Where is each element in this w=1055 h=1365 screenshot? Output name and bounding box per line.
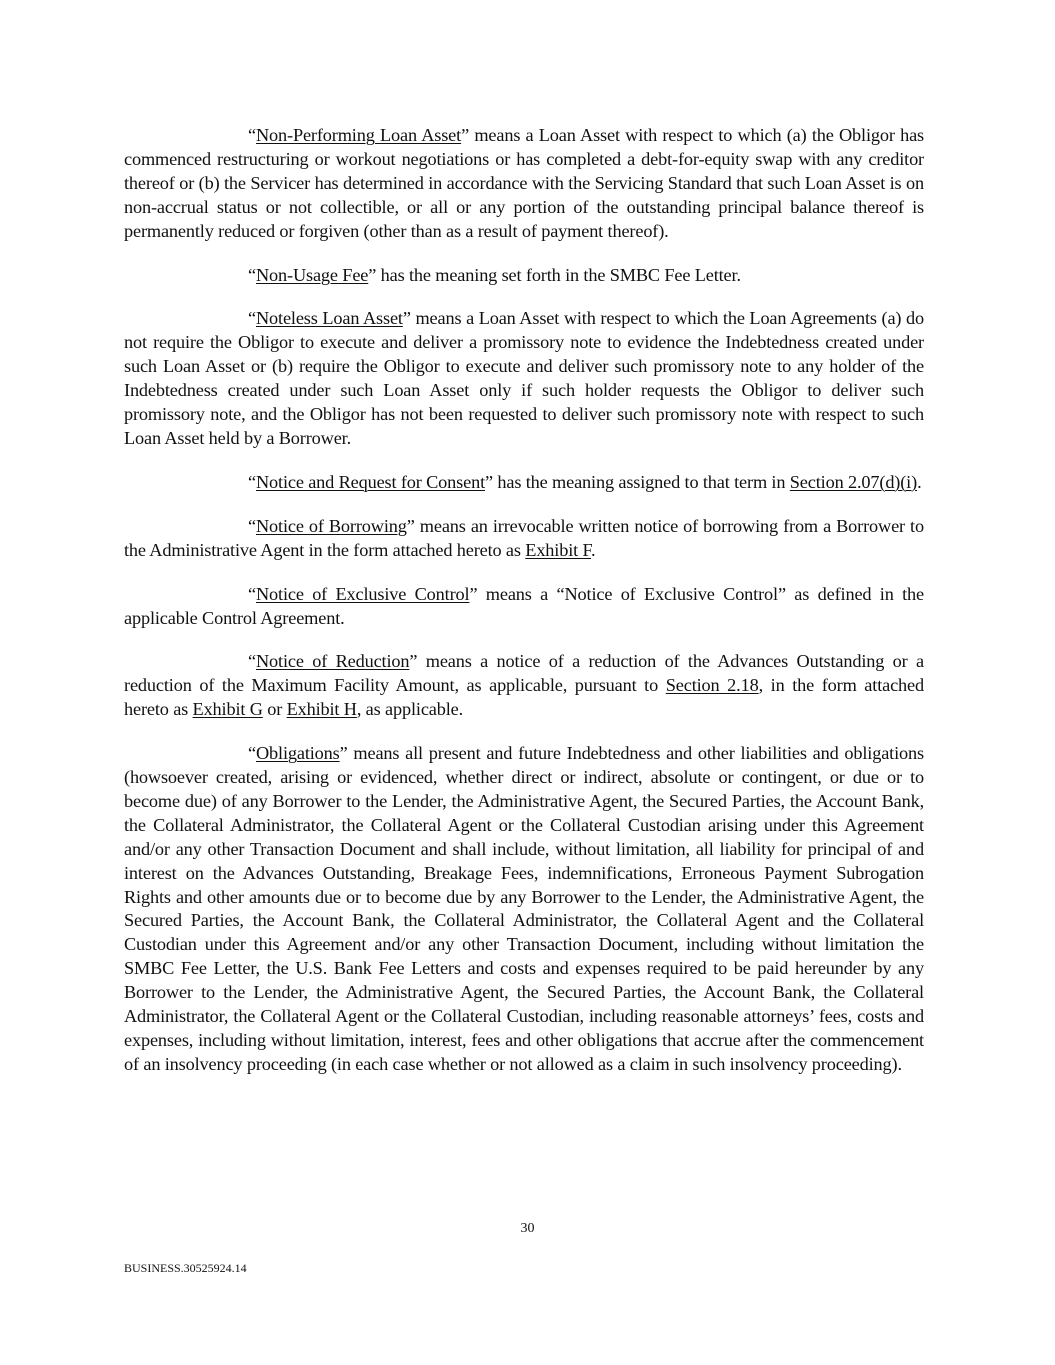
definition-obligations [124, 742, 924, 1077]
defined-term: Non-Usage Fee [255, 264, 369, 285]
defined-term: Notice of Borrowing [255, 515, 407, 536]
paragraph-text: “ [248, 583, 256, 604]
paragraph-text: , as applicable. [356, 699, 464, 720]
defined-term: Noteless Loan Asset [255, 308, 403, 329]
paragraph-text: “ [248, 743, 256, 764]
footer-document-id: BUSINESS.30525924.14 [124, 1261, 247, 1275]
paragraph-text: ” means an irrevocable written notice of borrowing from a Borrower to the Administrative Agent in the form attached hereto as [124, 515, 924, 560]
paragraph-text: ” means a Loan Asset with respect to which (a) the Obligor has commenced restructuring or workout negotiations or has completed a debt-for-equity swap with any creditor thereof or (b) the Servicer has determined in accordance with the Servicing Standard that such Loan Asset is on non-accrual status or not collectible, or all or any portion of the outstanding principal balance thereof is permanently reduced or forgiven (other than as a result of payment thereof). [124, 125, 925, 241]
definition-noteless-loan-asset [124, 307, 924, 450]
definition-notice-and-request-for-consent [124, 471, 924, 495]
definition-notice-of-reduction [124, 650, 924, 722]
definition-non-performing-loan-asset [124, 124, 924, 244]
document-page-body [124, 124, 924, 1097]
paragraph-text: . [591, 539, 596, 560]
paragraph-text: “ [248, 515, 256, 536]
cross-reference: Exhibit F [525, 539, 592, 560]
definition-notice-of-exclusive-control [124, 583, 924, 631]
defined-term: Notice and Request for Consent [255, 471, 486, 492]
paragraph-text: “ [248, 471, 256, 492]
paragraph-text: or [262, 699, 287, 720]
paragraph-text: “ [248, 264, 256, 285]
paragraph-text: ” means all present and future Indebtedness and other liabilities and obligations (howsoever created, arising or evidenced, whether direct or indirect, absolute or contingent, or due or to become due) of any Borrower to the Lender, the Administrative Agent, the Secured Parties, the Account Bank, the Collateral Administrator, the Collateral Agent or the Collateral Custodian arising under this Agreement and/or any other Transaction Document and shall include, without limitation, all liability for principal of and interest on the Advances Outstanding, Breakage Fees, indemnifications, Erroneous Payment Subrogation Rights and other amounts due or to become due by any Borrower to the Lender, the Administrative Agent, the Secured Parties, the Account Bank, the Collateral Administrator, the Collateral Agent and the Collateral Custodian under this Agreement and/or any other Transaction Document, including without limitation the SMBC Fee Letter, the U.S. Bank Fee Letters and costs and expenses required to be paid hereunder by any Borrower to the Lender, the Administrative Agent, the Secured Parties, the Account Bank, the Collateral Administrator, the Collateral Agent or the Collateral Custodian, including reasonable attorneys’ fees, costs and expenses, including without limitation, interest, fees and other obligations that accrue after the commencement of an insolvency proceeding (in each case whether or not allowed as a claim in such insolvency proceeding). [124, 743, 924, 1074]
paragraph-text: ” means a “Notice of Exclusive Control” as defined in the applicable Control Agreement. [124, 583, 924, 628]
definition-notice-of-borrowing [124, 515, 924, 563]
cross-reference: Section 2.18 [665, 675, 759, 696]
paragraph-text: ” means a notice of a reduction of the Advances Outstanding or a reduction of the Maximum Facility Amount, as applicable, pursuant to [124, 651, 924, 696]
defined-term: Non-Performing Loan Asset [255, 125, 462, 145]
defined-term: Notice of Exclusive Control [255, 583, 470, 604]
paragraph-text: “ [248, 125, 256, 145]
paragraph-text: ” means a Loan Asset with respect to which the Loan Agreements (a) do not require the Obligor to execute and deliver a promissory note to evidence the Indebtedness created under such Loan Asset or (b) require the Obligor to execute and deliver such promissory note to any holder of the Indebtedness created under such Loan Asset only if such holder requests the Obligor to deliver such promissory note, and the Obligor has not been requested to deliver such promissory note with respect to such Loan Asset held by a Borrower. [124, 308, 924, 448]
cross-reference: Section 2.07(d)(i) [789, 471, 918, 492]
paragraph-text: ” has the meaning assigned to that term in [485, 471, 790, 492]
paragraph-text: . [917, 471, 922, 492]
paragraph-text: “ [248, 308, 256, 329]
paragraph-text: ” has the meaning set forth in the SMBC Fee Letter. [368, 264, 741, 285]
defined-term: Notice of Reduction [255, 651, 410, 672]
paragraph-text: “ [248, 651, 256, 672]
paragraph-text: , in the form attached hereto as [124, 675, 924, 720]
cross-reference: Exhibit G [192, 699, 263, 720]
page-number: 30 [520, 1221, 535, 1236]
defined-term: Obligations [255, 743, 340, 764]
definition-non-usage-fee [124, 264, 924, 288]
cross-reference: Exhibit H [286, 699, 357, 720]
